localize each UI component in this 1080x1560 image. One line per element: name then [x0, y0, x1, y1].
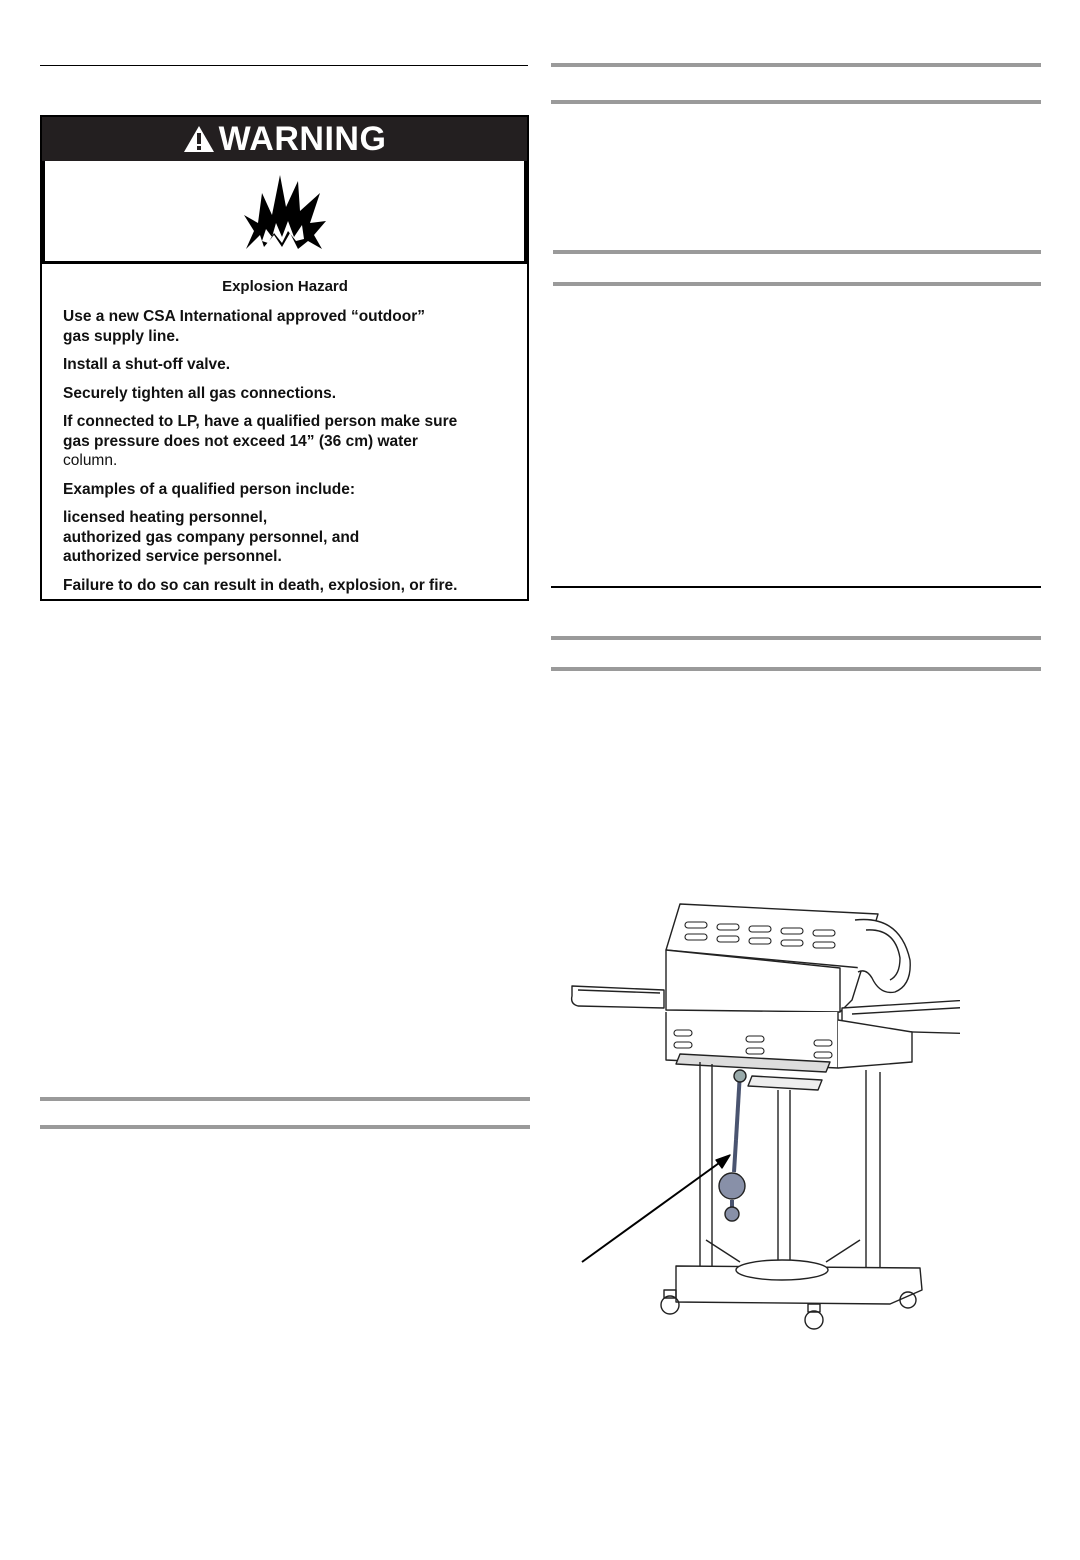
section-rule	[551, 667, 1041, 671]
warning-line: Examples of a qualified person include:	[63, 480, 355, 498]
warning-line: Use a new CSA International approved “outdoor”	[63, 308, 425, 325]
section-rule	[40, 1097, 530, 1101]
warning-line: Failure to do so can result in death, explosion, or fire.	[63, 576, 458, 594]
warning-box	[40, 115, 529, 601]
grill-illustration	[560, 880, 960, 1340]
warning-line: Securely tighten all gas connections.	[63, 384, 337, 402]
hazard-symbol-panel	[42, 161, 527, 264]
section-rule	[551, 100, 1041, 104]
warning-line: authorized gas company personnel, and	[63, 528, 360, 546]
explosion-icon	[242, 171, 328, 251]
warning-line: authorized service personnel.	[63, 548, 282, 565]
warning-line: licensed heating personnel,	[63, 509, 268, 526]
warning-line: If connected to LP, have a qualified person make sure	[63, 413, 458, 430]
warning-line: column.	[63, 452, 118, 469]
warning-line: gas pressure does not exceed 14” (36 cm) water	[63, 432, 418, 450]
warning-line: Install a shut-off valve.	[63, 356, 231, 373]
warning-triangle-icon	[183, 125, 215, 153]
warning-body	[42, 264, 527, 595]
hazard-title: Explosion Hazard	[222, 278, 348, 295]
section-rule	[40, 1125, 530, 1129]
warning-header	[42, 117, 527, 161]
section-rule	[551, 63, 1041, 67]
section-rule-black	[551, 586, 1041, 588]
section-rule	[553, 250, 1041, 254]
section-rule	[551, 636, 1041, 640]
top-left-rule	[40, 65, 528, 66]
warning-title: WARNING	[218, 119, 387, 158]
section-rule	[553, 282, 1041, 286]
warning-line: gas supply line.	[63, 327, 180, 345]
